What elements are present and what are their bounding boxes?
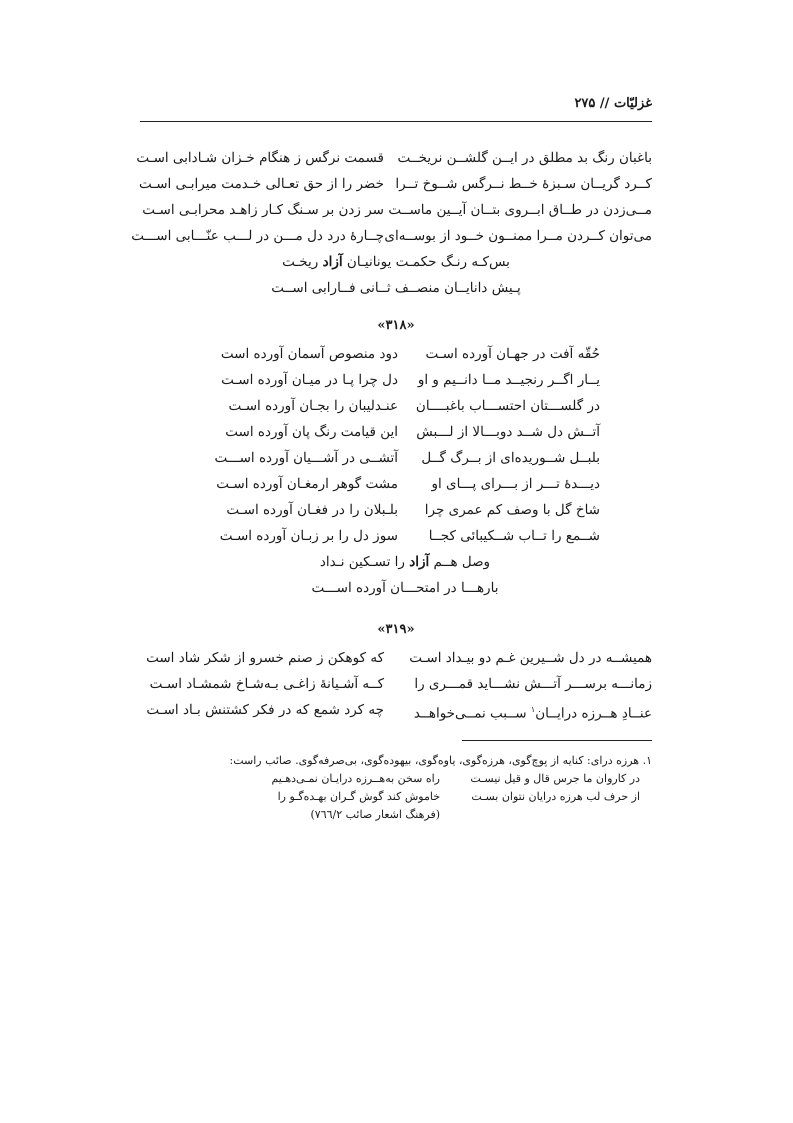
footnote-rule: [462, 740, 652, 741]
first-hemistich: زمانـــه برســـر آتـــش نشـــاید قمـــری را: [414, 676, 652, 692]
second-hemistich: چه کرد شمع که در فکر کشتنش بـاد اسـت: [146, 702, 384, 718]
pen-name: آزاد: [322, 254, 343, 270]
bayt: [210, 341, 600, 367]
closing-text: را تسـکین نـداد: [319, 554, 405, 570]
closing-line-2: پـیش دانایــان منصــف ثــانی فــارابی اســت: [271, 280, 521, 296]
bayt: [140, 697, 652, 723]
poem-number-319: «۳۱۹»: [377, 622, 415, 637]
footnote-marker: ۱: [530, 705, 536, 714]
poem-number-318: «۳۱۸»: [377, 318, 415, 333]
first-hemistich: از حرف لب هرزه درایان نتوان بسـت: [471, 790, 640, 803]
footnote-intro: ۱. هرزه درای: کنایه از پوچ‌گوی، هرزه‌گوی، یاوه‌گوی، بیهوده‌گوی، بی‌صرفه‌گوی. صائب راست:: [229, 754, 652, 767]
first-hemistich: شــمع را تــاب شــکیبائی کجــا: [428, 528, 600, 544]
bayt: [210, 471, 600, 497]
second-hemistich: این قیامت رنگ پان آورده است: [225, 424, 398, 440]
second-hemistich: آتشــی در آشـــیان آورده اســـت: [214, 450, 398, 466]
second-hemistich: سوز دل را بر زبـان آورده اسـت: [219, 528, 398, 544]
hemistich-text: ســبب نمــی‌خواهــد: [413, 705, 527, 722]
first-hemistich: دیـــدهٔ تـــر از بـــرای پـــای او: [431, 476, 600, 492]
spacer: [440, 806, 640, 824]
second-hemistich: بلـبلان را در فغـان آورده اسـت: [226, 502, 398, 518]
bayt: [131, 223, 652, 249]
bayt: [210, 393, 600, 419]
closing-line-2: بارهـــا در امتحـــان آورده اســـت: [311, 580, 499, 596]
bayt: [210, 367, 600, 393]
first-hemistich: مــی‌زدن در طــاق ابــروی بتــان آیــین ماســت: [388, 202, 652, 218]
second-hemistich: خاموش کند گوش گـران بهـده‌گـو را: [277, 790, 440, 803]
footnote-quote: [200, 770, 652, 824]
first-hemistich: شاخ گل با وصف کم عمری چرا: [424, 502, 600, 518]
poem-318-stanza: [210, 341, 600, 601]
footnote-bayt: [200, 770, 640, 788]
second-hemistich: عنـدلیبان را بجـان آورده اسـت: [228, 398, 398, 414]
bayt: [136, 145, 652, 171]
bayt: [210, 497, 600, 523]
second-hemistich: کــه آشـیانهٔ زاغـی بـه‌شـاخ شمشـاد اسـت: [149, 676, 384, 692]
running-header: [140, 96, 652, 118]
first-hemistich: می‌توان کــردن مــرا ممنــون خــود از بوســه‌ای: [384, 228, 652, 244]
first-hemistich: حُقّه آفت در جهـان آورده اسـت: [425, 346, 600, 362]
footnote-source-row: [200, 806, 640, 824]
bayt: [140, 197, 652, 223]
poem-317-stanza: [131, 145, 652, 301]
closing-text: ریخـت: [282, 254, 319, 270]
pen-name: آزاد: [409, 554, 430, 570]
second-hemistich: که کوهکن ز صنم خسرو از شکر شاد است: [146, 650, 384, 666]
bayt: [210, 445, 600, 471]
bayt: [140, 671, 652, 697]
second-hemistich: دود منصوص آسمان آورده است: [220, 346, 398, 362]
first-hemistich: یــار اگــر رنجیــد مــا دانــیم و او: [417, 372, 600, 388]
bayt: [140, 171, 652, 197]
closing-line-1: [140, 249, 652, 275]
first-hemistich: باغبان رنگ بد مطلق در ایــن گلشــن نریخــت: [397, 150, 652, 166]
second-hemistich: دل چرا پـا در میـان آورده اسـت: [221, 372, 398, 388]
first-hemistich: کــرد گریــان سـبزهٔ خــط نــرگس شــوخ تــرا: [395, 176, 652, 192]
bayt: [140, 645, 652, 671]
first-hemistich: بلبــل شــوریده‌ای از بــرگ گــل: [421, 450, 600, 466]
header-rule: [140, 121, 652, 122]
bayt: [210, 523, 600, 549]
second-hemistich: قسمت نرگس ز هنگام خـزان شـادابی اسـت: [136, 150, 384, 166]
hemistich-text: عنــادِ هــرزه درایــان: [535, 705, 652, 722]
second-hemistich: سر زدن بر سـنگ کـار زاهـد محرابـی اسـت: [142, 202, 384, 218]
footnote-bayt: [200, 788, 640, 806]
footnote-source: (فرهنگ اشعار صائب ۷٦٦/۲): [310, 808, 440, 821]
closing-text: وصل هــم: [433, 554, 491, 570]
bayt: [210, 419, 600, 445]
first-hemistich: همیشــه در دل شــیرین غـم دو بیـداد اسـت: [409, 650, 652, 666]
first-hemistich: آتــش دل شــد دوبـــالا از لـــبش: [416, 424, 600, 440]
poem-319-stanza: [140, 645, 652, 723]
first-hemistich: در گلســـتان احتســـاب باغبــــان: [415, 398, 600, 414]
closing-line-1: [210, 549, 600, 575]
footnote: [200, 752, 652, 824]
header-title: غزلیّات // ۲۷۵: [574, 96, 652, 111]
second-hemistich: راه سخن به‌هــرزه درایـان نمـی‌دهـیم: [271, 772, 440, 785]
second-hemistich: خضر را از حق تعـالی خـدمت میرابـی اسـت: [138, 176, 384, 192]
first-hemistich: در کاروان ما جرس قال و قیل نیسـت: [470, 772, 640, 785]
first-hemistich: [384, 697, 652, 723]
closing-text: بس‌کـه رنـگ حکمـت یونانیـان: [346, 254, 510, 270]
second-hemistich: مشت گوهر ارمغـان آورده اسـت: [216, 476, 398, 492]
second-hemistich: چــارهٔ درد دل مـــن در لـــب عنّـــابی اســـت: [131, 228, 384, 244]
